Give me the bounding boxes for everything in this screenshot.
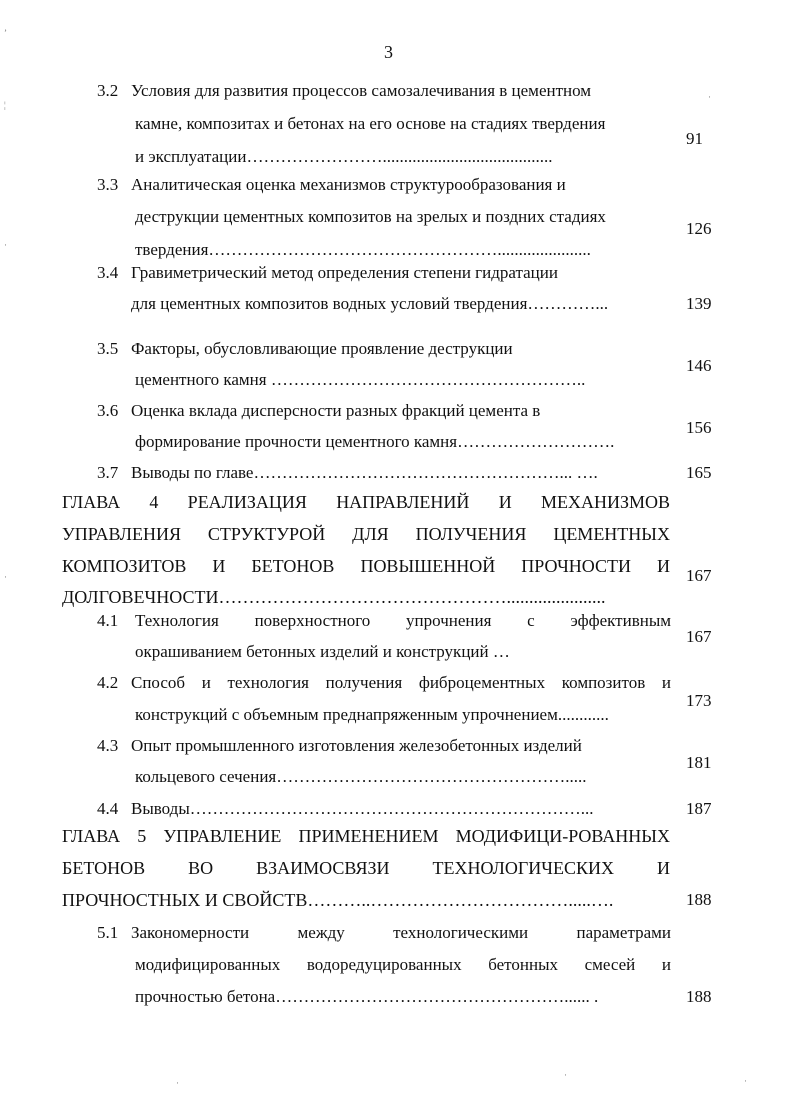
toc-entry-line: цементного камня ………………………………………………..	[135, 370, 586, 389]
toc-entry-page: 126	[686, 219, 712, 238]
scan-speck: ·	[564, 1070, 567, 1080]
toc-entry-number: 3.4	[97, 263, 119, 282]
toc-entry-number: 4.3	[97, 736, 119, 755]
toc-entry-number: 3.3	[97, 175, 119, 194]
toc-entry-line: Выводы по главе………………………………………………... ….	[131, 463, 598, 482]
toc-entry-number: 4.1	[97, 611, 119, 630]
toc-entry-line: Гравиметрический метод определения степени гидратации	[131, 263, 558, 282]
toc-entry-number: 5.1	[97, 923, 119, 942]
toc-entry-number: 3.5	[97, 339, 119, 358]
toc-entry-line: для цементных композитов водных условий твердения…………...	[131, 294, 609, 313]
toc-entry-line: камне, композитах и бетонах на его основе на стадиях твердения	[135, 114, 606, 133]
toc-entry-line: Опыт промышленного изготовления железобетонных изделий	[131, 736, 582, 755]
toc-entry-page: 167	[686, 566, 712, 585]
toc-entry-line: деструкции цементных композитов на зрелых и поздних стадиях	[135, 207, 606, 226]
toc-entry-line: формирование прочности цементного камня……………………….	[135, 432, 615, 451]
toc-entry-page: 188	[686, 987, 712, 1006]
scan-speck: ʼ	[4, 28, 7, 38]
toc-entry-page: 173	[686, 691, 712, 710]
chapter-heading-line: КОМПОЗИТОВ И БЕТОНОВ ПОВЫШЕННОЙ ПРОЧНОСТИ И	[62, 556, 670, 576]
toc-entry-line: окрашиванием бетонных изделий и конструкций …	[135, 642, 510, 661]
toc-entry-line: Оценка вклада дисперсности разных фракций цемента в	[131, 401, 541, 420]
toc-entry-line: Технология поверхностного упрочнения с эффективным	[135, 611, 671, 630]
chapter-heading-line: ГЛАВА 4 РЕАЛИЗАЦИЯ НАПРАВЛЕНИЙ И МЕХАНИЗМОВ	[62, 492, 670, 512]
toc-entry-page: 167	[686, 627, 712, 646]
toc-entry-number: 3.6	[97, 401, 119, 420]
toc-entry-line: Закономерности между технологическими параметрами	[131, 923, 671, 942]
toc-entry-page: 146	[686, 356, 712, 375]
toc-entry-line: Способ и технология получения фиброцементных композитов и	[131, 673, 671, 692]
toc-entry-line: твердения……………………………………………......................	[135, 240, 591, 259]
toc-entry-line: Условия для развития процессов самозалечивания в цементном	[131, 81, 592, 100]
toc-entry-line: модифицированных водоредуцированных бетонных смесей и	[135, 955, 671, 974]
toc-entry-line: кольцевого сечения…………………………………………….....	[135, 767, 587, 786]
toc-entry-number: 3.7	[97, 463, 119, 482]
toc-entry-line: Выводы……………………………………………………………...	[131, 799, 594, 818]
chapter-heading-line: ПРОЧНОСТНЫХ И СВОЙСТВ………..…………………………….....….	[62, 890, 614, 910]
toc-entry-page: 139	[686, 294, 712, 313]
toc-entry-line: и эксплуатации……………………........................................	[135, 147, 553, 166]
chapter-heading-line: ГЛАВА 5 УПРАВЛЕНИЕ ПРИМЕНЕНИЕМ МОДИФИЦИ-РОВАННЫХ	[62, 826, 670, 846]
scan-speck: ·	[744, 1076, 747, 1086]
toc-entry-page: 181	[686, 753, 712, 772]
toc-entry-line: Факторы, обусловливающие проявление деструкции	[131, 339, 513, 358]
chapter-heading-line: УПРАВЛЕНИЯ СТРУКТУРОЙ ДЛЯ ПОЛУЧЕНИЯ ЦЕМЕНТНЫХ	[62, 524, 670, 544]
toc-entry-line: Аналитическая оценка механизмов структурообразования и	[131, 175, 566, 194]
toc-entry-page: 165	[686, 463, 712, 482]
toc-entry-line: прочностью бетона……………………………………………...... .	[135, 987, 599, 1006]
toc-entry-page: 188	[686, 890, 712, 909]
scan-speck: ·	[4, 572, 7, 582]
page-number: 3	[384, 42, 393, 62]
scan-speck: ¦	[4, 100, 6, 110]
chapter-heading-line: ДОЛГОВЕЧНОСТИ…………………………………………......................	[62, 587, 606, 607]
toc-entry-number: 4.2	[97, 673, 119, 692]
toc-entry-line: конструкций с объемным преднапряженным упрочнением............	[135, 705, 609, 724]
chapter-heading-line: БЕТОНОВ ВО ВЗАИМОСВЯЗИ ТЕХНОЛОГИЧЕСКИХ И	[62, 858, 670, 878]
toc-entry-page: 156	[686, 418, 712, 437]
scan-speck: ·	[176, 1078, 179, 1088]
toc-entry-page: 187	[686, 799, 712, 818]
scan-speck: ·	[4, 240, 7, 250]
toc-entry-number: 3.2	[97, 81, 119, 100]
toc-entry-number: 4.4	[97, 799, 119, 818]
toc-entry-page: 91	[686, 129, 703, 148]
scan-speck: ·	[708, 92, 711, 102]
